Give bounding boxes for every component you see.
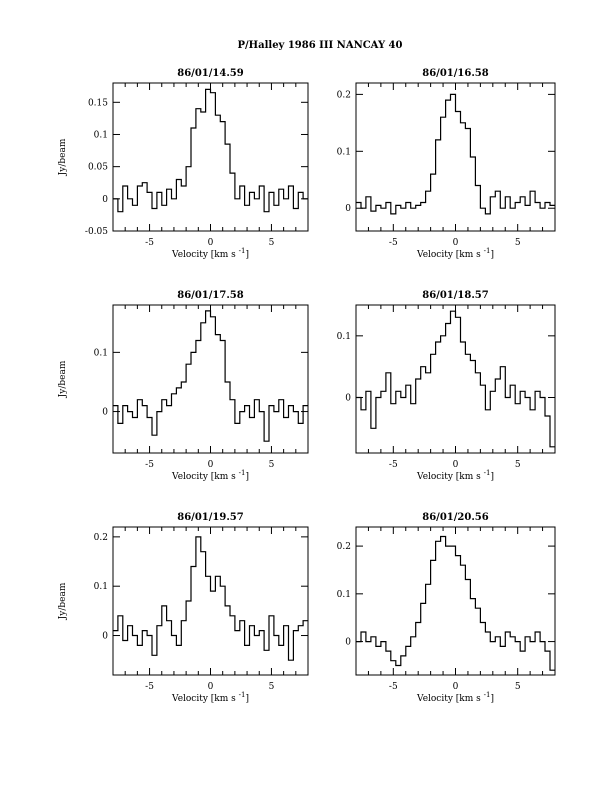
y-axis-label: Jy/beam	[58, 582, 68, 620]
y-tick-label: 0.2	[93, 532, 108, 543]
y-tick-label: -0.05	[84, 227, 108, 237]
panel-title: 86/01/18.57	[422, 290, 489, 301]
x-tick-label: 0	[452, 682, 459, 692]
y-tick-label: 0.1	[336, 331, 351, 342]
y-tick-label: 0.1	[336, 147, 351, 158]
spectrum-line	[113, 537, 308, 660]
y-tick-label: 0.1	[336, 589, 351, 600]
y-tick-label: 0.2	[336, 542, 351, 553]
y-tick-label: 0	[102, 631, 108, 642]
x-tick-label: -5	[145, 460, 154, 470]
y-tick-label: 0.15	[87, 98, 108, 109]
plot-frame	[113, 83, 308, 231]
panel-5	[58, 512, 308, 704]
x-tick-label: 5	[514, 460, 521, 470]
y-axis-label: Jy/beam	[58, 138, 68, 176]
x-tick-label: 0	[207, 238, 214, 248]
figure-title: P/Halley 1986 III NANCAY 40	[237, 40, 403, 51]
panel-title: 86/01/19.57	[177, 512, 244, 523]
panels-group	[58, 68, 555, 704]
x-axis-label: Velocity [km s $^{-1}$]	[172, 691, 249, 704]
x-tick-label: 5	[268, 238, 275, 248]
panel-6	[337, 512, 555, 704]
y-tick-label: 0	[345, 637, 351, 648]
spectrum-line	[113, 311, 308, 441]
y-axis-label: Jy/beam	[58, 360, 68, 398]
spectrum-line	[356, 94, 555, 213]
panel-2	[337, 68, 555, 260]
x-axis-label: Velocity [km s $^{-1}$]	[172, 247, 249, 260]
panel-4	[337, 290, 555, 482]
spectrum-line	[356, 537, 555, 671]
x-tick-label: 5	[268, 682, 275, 692]
y-tick-label: 0	[102, 407, 108, 418]
x-tick-label: -5	[388, 682, 398, 692]
y-tick-label: 0.1	[93, 130, 108, 141]
x-tick-label: 5	[514, 238, 521, 248]
y-tick-label: 0	[345, 204, 351, 215]
x-tick-label: -5	[388, 238, 398, 248]
y-tick-label: 0.1	[93, 582, 108, 593]
y-tick-label: 0.1	[93, 348, 108, 359]
panel-1	[58, 68, 308, 260]
spectrum-line	[356, 311, 555, 447]
x-tick-label: -5	[388, 460, 398, 470]
x-axis-label: Velocity [km s $^{-1}$]	[417, 469, 494, 482]
x-tick-label: 0	[452, 238, 459, 248]
x-axis-label: Velocity [km s $^{-1}$]	[417, 691, 494, 704]
y-tick-label: 0.05	[87, 162, 108, 173]
panel-title: 86/01/16.58	[422, 68, 489, 79]
x-tick-label: -5	[145, 238, 154, 248]
panel-title: 86/01/17.58	[177, 290, 244, 301]
x-tick-label: -5	[145, 682, 154, 692]
x-axis-label: Velocity [km s $^{-1}$]	[172, 469, 249, 482]
panel-title: 86/01/14.59	[177, 68, 244, 79]
x-tick-label: 0	[207, 460, 214, 470]
panel-title: 86/01/20.56	[422, 512, 489, 523]
plot-frame	[113, 527, 308, 675]
x-tick-label: 5	[268, 460, 275, 470]
x-tick-label: 0	[207, 682, 214, 692]
x-axis-label: Velocity [km s $^{-1}$]	[417, 247, 494, 260]
panel-3	[58, 290, 308, 482]
spectrum-line	[113, 89, 308, 211]
y-tick-label: 0.2	[336, 90, 351, 101]
plot-frame	[113, 305, 308, 453]
y-tick-label: 0	[345, 393, 351, 404]
x-tick-label: 5	[514, 682, 521, 692]
x-tick-label: 0	[452, 460, 459, 470]
y-tick-label: 0	[102, 194, 108, 205]
